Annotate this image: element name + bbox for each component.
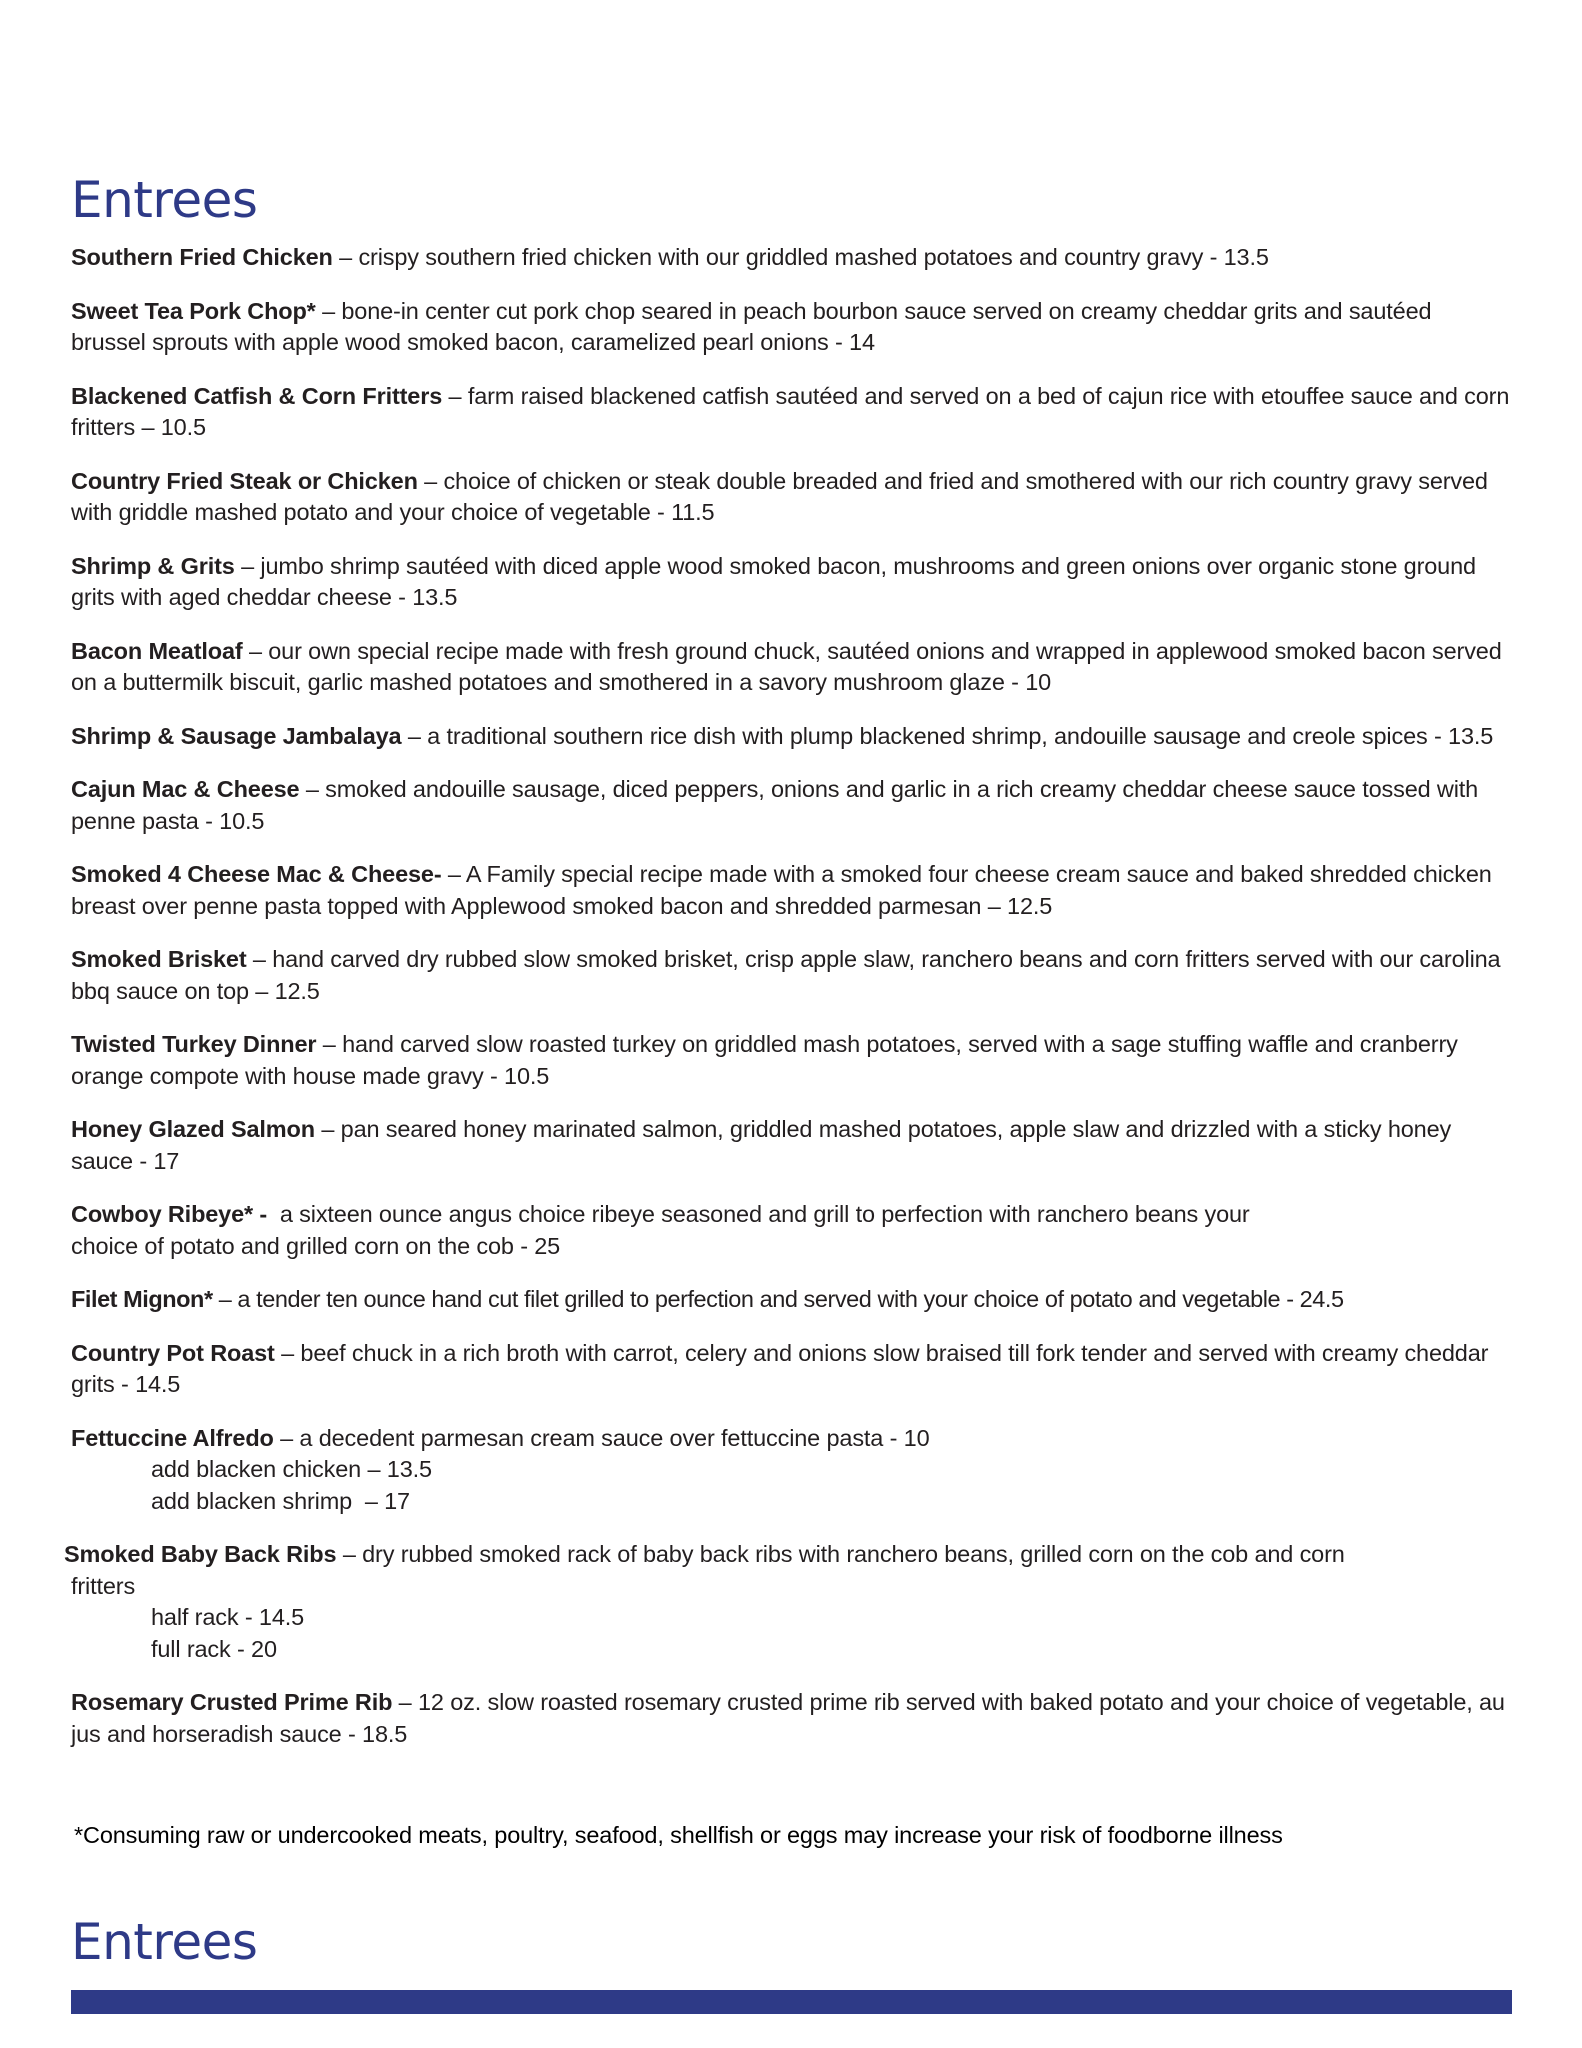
item-description: – smoked andouille sausage, diced peppers, onions and garlic in a rich creamy cheddar cheese sauce tossed with penne pasta - 10.5 xyxy=(71,776,1479,834)
menu-item-cajun-mac-cheese xyxy=(71,774,1511,837)
menu-item-rosemary-prime-rib xyxy=(71,1687,1511,1750)
item-description: – choice of chicken or steak double breaded and fried and smothered with our rich country gravy served with griddle mashed potato and your choice of vegetable - 11.5 xyxy=(71,467,1488,525)
item-name: Cajun Mac & Cheese xyxy=(71,776,300,802)
item-description: – crispy southern fried chicken with our griddled mashed potatoes and country gravy - 13.5 xyxy=(332,244,1269,270)
item-description: a sixteen ounce angus choice ribeye seasoned and grill to perfection with ranchero beans your xyxy=(273,1201,1250,1227)
item-description-continued: fritters xyxy=(71,1572,136,1599)
item-name: Blackened Catfish & Corn Fritters xyxy=(71,382,443,409)
item-name: Fettuccine Alfredo xyxy=(71,1424,274,1451)
menu-item-country-pot-roast xyxy=(71,1338,1511,1401)
item-name: Southern Fried Chicken xyxy=(71,244,333,270)
menu-item-jambalaya xyxy=(71,721,1511,753)
item-name: Rosemary Crusted Prime Rib xyxy=(71,1689,393,1715)
item-name: Country Pot Roast xyxy=(71,1339,275,1366)
menu-item-honey-glazed-salmon xyxy=(71,1114,1511,1177)
item-name: Smoked Brisket xyxy=(71,946,247,972)
item-description: – bone-in center cut pork chop seared in peach bourbon sauce served on creamy cheddar grits and sautéed brussel sprouts with apple wood smoked bacon, caramelized pearl onions - 14 xyxy=(71,297,1432,355)
item-description: – jumbo shrimp sautéed with diced apple wood smoked bacon, mushrooms and green onions over organic stone ground grits with aged cheddar cheese - 13.5 xyxy=(71,552,1476,610)
menu-item-country-fried-steak xyxy=(71,466,1511,529)
item-name: Honey Glazed Salmon xyxy=(71,1116,315,1142)
item-description: – a tender ten ounce hand cut filet grilled to perfection and served with your choice of potato and vegetable - 24.5 xyxy=(212,1286,1344,1312)
item-description: – a traditional southern rice dish with plump blackened shrimp, andouille sausage and creole spices - 13.5 xyxy=(401,722,1494,749)
item-name: Bacon Meatloaf xyxy=(71,637,243,664)
menu-item-sweet-tea-pork-chop xyxy=(71,296,1511,359)
foodborne-illness-disclaimer: *Consuming raw or undercooked meats, poultry, seafood, shellfish or eggs may increase your risk of foodborne illness xyxy=(74,1822,1283,1848)
menu-item-southern-fried-chicken xyxy=(71,242,1511,274)
footer-bar xyxy=(71,1990,1512,2014)
menu-item-smoked-4-cheese-mac xyxy=(71,859,1511,922)
item-name: Filet Mignon* xyxy=(71,1286,213,1312)
menu-item-filet-mignon xyxy=(71,1284,1511,1316)
item-description: – 12 oz. slow roasted rosemary crusted prime rib served with baked potato and your choice of vegetable, au jus and horseradish sauce - 18.5 xyxy=(71,1689,1505,1747)
item-description: – hand carved dry rubbed slow smoked brisket, crisp apple slaw, ranchero beans and corn fritters served with our carolina bbq sauce on top – 12.5 xyxy=(71,946,1501,1004)
item-name: Smoked Baby Back Ribs xyxy=(64,1541,337,1567)
menu-item-blackened-catfish xyxy=(71,381,1511,444)
menu-item-smoked-brisket xyxy=(71,944,1511,1007)
item-name: Sweet Tea Pork Chop* xyxy=(71,297,316,324)
item-description-continued: choice of potato and grilled corn on the cob - 25 xyxy=(71,1232,561,1259)
menu-item-fettuccine-alfredo xyxy=(71,1423,1511,1518)
menu-item-shrimp-grits xyxy=(71,551,1511,614)
item-description: – A Family special recipe made with a smoked four cheese cream sauce and baked shredded chicken breast over penne pasta topped with Applewood smoked bacon and shredded parmesan – 12.5 xyxy=(71,861,1492,919)
entree-list xyxy=(64,242,1511,1772)
item-description: – dry rubbed smoked rack of baby back ribs with ranchero beans, grilled corn on the cob and corn xyxy=(336,1541,1345,1567)
item-description: – a decedent parmesan cream sauce over fettuccine pasta - 10 xyxy=(273,1424,930,1451)
item-name: Country Fried Steak or Chicken xyxy=(71,467,418,494)
section-title: Entrees xyxy=(71,171,258,229)
item-option: full rack - 20 xyxy=(151,1635,277,1662)
item-name: Shrimp & Sausage Jambalaya xyxy=(71,722,402,749)
item-name: Shrimp & Grits xyxy=(71,552,235,579)
item-name: Smoked 4 Cheese Mac & Cheese- xyxy=(71,861,442,887)
item-description: – pan seared honey marinated salmon, griddled mashed potatoes, apple slaw and drizzled with a sticky honey sauce - 17 xyxy=(71,1116,1452,1174)
item-option: add blacken shrimp – 17 xyxy=(151,1487,410,1514)
item-name: Cowboy Ribeye* - xyxy=(71,1201,274,1227)
item-name: Twisted Turkey Dinner xyxy=(71,1031,317,1057)
item-description: – farm raised blackened catfish sautéed and served on a bed of cajun rice with etouffee sauce and corn fritters – 10.5 xyxy=(71,382,1510,440)
item-description: – our own special recipe made with fresh ground chuck, sautéed onions and wrapped in applewood smoked bacon served on a buttermilk biscuit, garlic mashed potatoes and smothered in a savory mushroom glaze - 10 xyxy=(71,637,1502,695)
item-option: half rack - 14.5 xyxy=(151,1604,305,1630)
item-description: – beef chuck in a rich broth with carrot, celery and onions slow braised till fork tender and served with creamy cheddar grits - 14.5 xyxy=(71,1339,1489,1397)
item-description: – hand carved slow roasted turkey on griddled mash potatoes, served with a sage stuffing waffle and cranberry orange compote with house made gravy - 10.5 xyxy=(71,1031,1458,1089)
menu-item-smoked-baby-back-ribs xyxy=(64,1539,1511,1665)
menu-item-bacon-meatloaf xyxy=(71,636,1511,699)
footer-title: Entrees xyxy=(71,1913,258,1971)
menu-item-twisted-turkey-dinner xyxy=(71,1029,1511,1092)
menu-item-cowboy-ribeye xyxy=(71,1199,1511,1262)
item-option: add blacken chicken – 13.5 xyxy=(151,1456,432,1482)
